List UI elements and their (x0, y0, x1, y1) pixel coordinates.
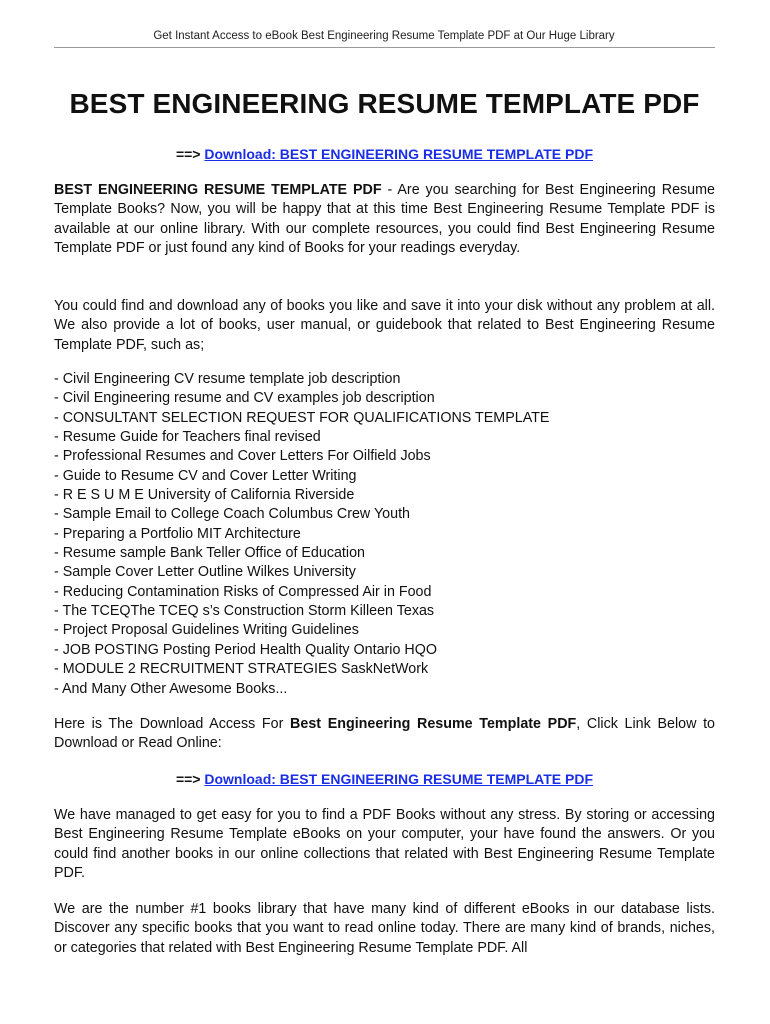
list-item: - Professional Resumes and Cover Letters For Oilfield Jobs (54, 448, 431, 465)
access-text-after: , Click Link Below to Download or Read Online: (54, 716, 715, 752)
intro-bold-title: BEST ENGINEERING RESUME TEMPLATE PDF (54, 182, 382, 198)
list-item: - JOB POSTING Posting Period Health Quality Ontario HQO (54, 641, 437, 658)
list-item: - Reducing Contamination Risks of Compressed Air in Food (54, 583, 432, 600)
intro-paragraph (54, 181, 715, 259)
list-item: - And Many Other Awesome Books... (54, 680, 288, 697)
access-text-before: Here is The Download Access For (54, 716, 291, 732)
page-header: Get Instant Access to eBook Best Engineering Resume Template PDF at Our Huge Library (153, 30, 615, 42)
library-paragraph: We are the number #1 books library that have many kind of different eBooks in our database lists. Discover any specific books that you want to read online today. There are many kind of brands, niches, or categories that related with Best Engineering Resume Template PDF. All (54, 901, 715, 956)
download-link-top[interactable]: Download: BEST ENGINEERING RESUME TEMPLATE PDF (204, 146, 594, 162)
list-item: - Civil Engineering resume and CV examples job description (54, 390, 435, 407)
related-books-list (54, 370, 715, 699)
list-item: - Guide to Resume CV and Cover Letter Writing (54, 467, 357, 484)
download-arrow: ==> (175, 771, 201, 787)
download-arrow: ==> (175, 146, 201, 162)
download-access-paragraph (54, 715, 715, 754)
list-item: - Resume sample Bank Teller Office of Education (54, 545, 365, 562)
list-item: - Sample Email to College Coach Columbus Crew Youth (54, 506, 411, 523)
download-line-top (54, 146, 715, 162)
list-item: - R E S U M E University of California Riverside (54, 487, 355, 504)
list-item: - CONSULTANT SELECTION REQUEST FOR QUALIFICATIONS TEMPLATE (54, 409, 550, 426)
download-link-bottom[interactable]: Download: BEST ENGINEERING RESUME TEMPLATE PDF (204, 771, 594, 787)
list-item: - Civil Engineering CV resume template job description (54, 371, 401, 387)
list-item: - Sample Cover Letter Outline Wilkes University (54, 564, 356, 581)
intro-text: - Are you searching for Best Engineering Resume Template Books? Now, you will be happy that at this time Best Engineering Resume Template PDF is available at our online library. With our complete resources, you could find Best Engineering Resume Template PDF or just found any kind of Books for your readings everyday. (54, 182, 715, 257)
access-bold-title: Best Engineering Resume Template PDF (290, 716, 577, 732)
page-title: BEST ENGINEERING RESUME TEMPLATE PDF (69, 88, 700, 119)
list-item: - The TCEQThe TCEQ s’s Construction Storm Killeen Texas (54, 603, 435, 620)
header-divider (54, 47, 715, 48)
related-books-paragraph: You could find and download any of books you like and save it into your disk without any problem at all. We also provide a lot of books, user manual, or guidebook that related to Best Engineering Resume Template PDF, such as; (54, 298, 715, 353)
list-item: - Preparing a Portfolio MIT Architecture (54, 525, 301, 542)
stress-free-paragraph: We have managed to get easy for you to find a PDF Books without any stress. By storing or accessing Best Engineering Resume Template eBooks on your computer, your have found the answers. Or you could find another books in our online collections that related with Best Engineering Resume Template PDF. (54, 807, 715, 882)
list-item: - Resume Guide for Teachers final revised (54, 429, 321, 446)
download-line-bottom (54, 771, 715, 787)
list-item: - Project Proposal Guidelines Writing Guidelines (54, 622, 359, 639)
list-item: - MODULE 2 RECRUITMENT STRATEGIES SaskNetWork (54, 661, 429, 678)
